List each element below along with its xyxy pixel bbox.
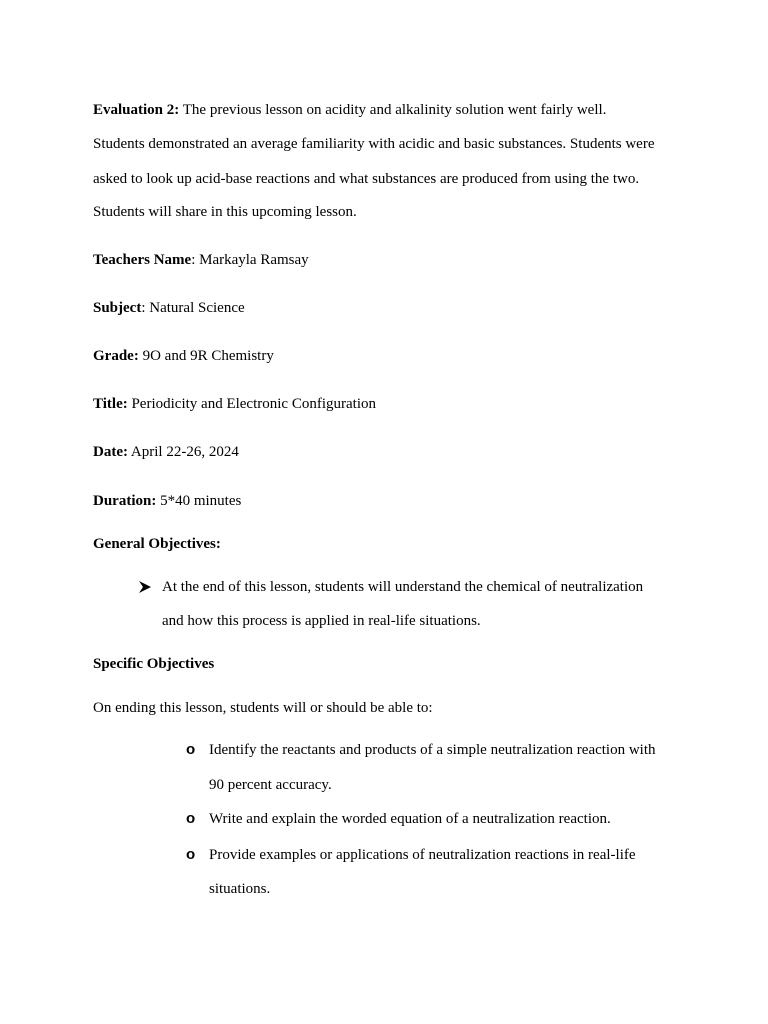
duration-label: Duration: — [93, 493, 157, 509]
title-field — [93, 395, 376, 413]
date-field — [93, 443, 239, 461]
evaluation-line-4: Students will share in this upcoming lesson. — [93, 204, 357, 220]
grade-label: Grade: — [93, 348, 139, 364]
duration-value: 5*40 minutes — [160, 493, 242, 509]
specific-objective-1-line-2: 90 percent accuracy. — [209, 777, 332, 793]
title-value: Periodicity and Electronic Configuration — [131, 396, 376, 412]
evaluation-label: Evaluation 2: — [93, 102, 180, 118]
grade-value: 9O and 9R Chemistry — [142, 348, 274, 364]
evaluation-text: The previous lesson on acidity and alkalinity solution went fairly well. — [182, 102, 607, 118]
specific-objective-3-line-2: situations. — [209, 881, 271, 897]
specific-objectives-intro: On ending this lesson, students will or should be able to: — [93, 700, 433, 716]
arrow-bullet-icon — [138, 580, 152, 594]
date-value: April 22-26, 2024 — [130, 444, 239, 460]
general-objective-line-1: At the end of this lesson, students will understand the chemical of neutralization — [162, 579, 644, 595]
duration-field — [93, 492, 241, 510]
general-objectives-heading: General Objectives: — [93, 536, 221, 552]
circle-bullet-icon: o — [186, 810, 196, 827]
teacher-name-label: Teachers Name — [93, 252, 192, 268]
specific-objective-3-line-1: Provide examples or applications of neutralization reactions in real-life — [209, 847, 636, 863]
date-label: Date: — [93, 444, 128, 460]
teacher-name-field: Teachers Name: Markayla Ramsay — [93, 252, 309, 268]
circle-bullet-icon: o — [186, 846, 196, 863]
teacher-name-value: Markayla Ramsay — [199, 252, 309, 268]
specific-objective-2-line-1: Write and explain the worded equation of a neutralization reaction. — [209, 811, 611, 827]
general-objective-line-2: and how this process is applied in real-life situations. — [162, 613, 481, 629]
specific-objective-1-line-1: Identify the reactants and products of a simple neutralization reaction with — [209, 742, 656, 758]
evaluation-line-3: asked to look up acid-base reactions and what substances are produced from using the two. — [93, 171, 640, 187]
evaluation-line-2: Students demonstrated an average familiarity with acidic and basic substances. Students were — [93, 136, 655, 152]
subject-label: Subject — [93, 300, 142, 316]
subject-value: Natural Science — [149, 300, 245, 316]
evaluation-line-1 — [93, 101, 606, 119]
title-label: Title: — [93, 396, 128, 412]
arrowhead-icon — [138, 580, 152, 594]
circle-bullet-icon: o — [186, 741, 196, 758]
specific-objectives-heading: Specific Objectives — [93, 656, 215, 672]
grade-field — [93, 347, 274, 365]
subject-field: Subject: Natural Science — [93, 300, 245, 316]
